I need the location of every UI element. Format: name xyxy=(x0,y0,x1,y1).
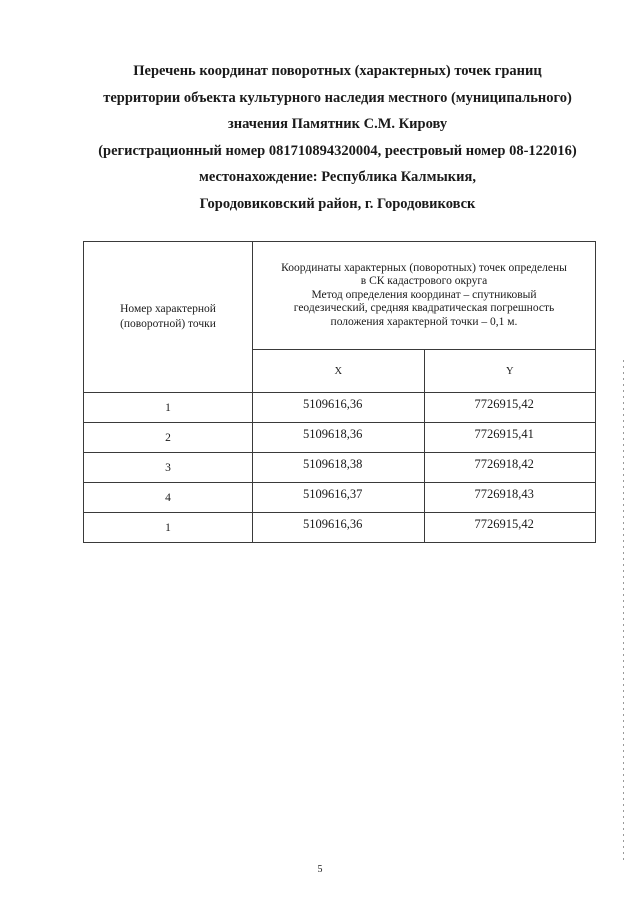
x-value-cell: 5109616,36 xyxy=(253,393,425,423)
table-row xyxy=(84,513,596,543)
x-value-cell: 5109618,38 xyxy=(253,453,425,483)
point-number-cell: 3 xyxy=(84,453,253,483)
y-value-cell: 7726918,42 xyxy=(424,453,596,483)
y-value-cell: 7726915,42 xyxy=(424,513,596,543)
header-line: Координаты характерных (поворотных) точек определены xyxy=(281,261,567,274)
header-line: положения характерной точки – 0,1 м. xyxy=(330,315,518,328)
x-value-cell: 5109616,37 xyxy=(253,483,425,513)
point-number-header xyxy=(84,242,253,393)
header-line: (поворотной) точки xyxy=(120,318,216,330)
coordinates-table xyxy=(83,241,596,543)
table-row xyxy=(84,483,596,513)
header-line: в СК кадастрового округа xyxy=(360,275,488,288)
y-value-cell: 7726915,42 xyxy=(424,393,596,423)
title-line: Перечень координат поворотных (характерных) точек границ xyxy=(133,63,542,79)
y-column-header: Y xyxy=(424,350,596,393)
y-value-cell: 7726915,41 xyxy=(424,423,596,453)
document-title xyxy=(60,58,615,217)
table-row xyxy=(84,423,596,453)
page-number: 5 xyxy=(317,864,323,875)
title-line: (регистрационный номер 081710894320004, реестровый номер 08-122016) xyxy=(98,142,577,159)
header-line: Номер характерной xyxy=(120,303,216,315)
title-line: значения Памятник С.М. Кирову xyxy=(227,116,448,132)
coordinates-header xyxy=(253,242,596,350)
point-number-cell: 4 xyxy=(84,483,253,513)
title-line: территории объекта культурного наследия местного (муниципального) xyxy=(103,89,572,106)
point-number-cell: 2 xyxy=(84,423,253,453)
x-column-header: X xyxy=(253,350,425,393)
header-line: Метод определения координат – спутниковый xyxy=(311,288,537,301)
title-line: Городовиковский район, г. Городовиковск xyxy=(199,195,476,212)
header-line: геодезический, средняя квадратическая погрешность xyxy=(293,302,555,315)
scan-edge-artifact xyxy=(623,360,624,860)
table-row xyxy=(84,453,596,483)
table-row xyxy=(84,393,596,423)
x-value-cell: 5109618,36 xyxy=(253,423,425,453)
point-number-cell: 1 xyxy=(84,393,253,423)
x-value-cell: 5109616,36 xyxy=(253,513,425,543)
y-value-cell: 7726918,43 xyxy=(424,483,596,513)
title-line: местонахождение: Республика Калмыкия, xyxy=(199,169,476,185)
point-number-cell: 1 xyxy=(84,513,253,543)
